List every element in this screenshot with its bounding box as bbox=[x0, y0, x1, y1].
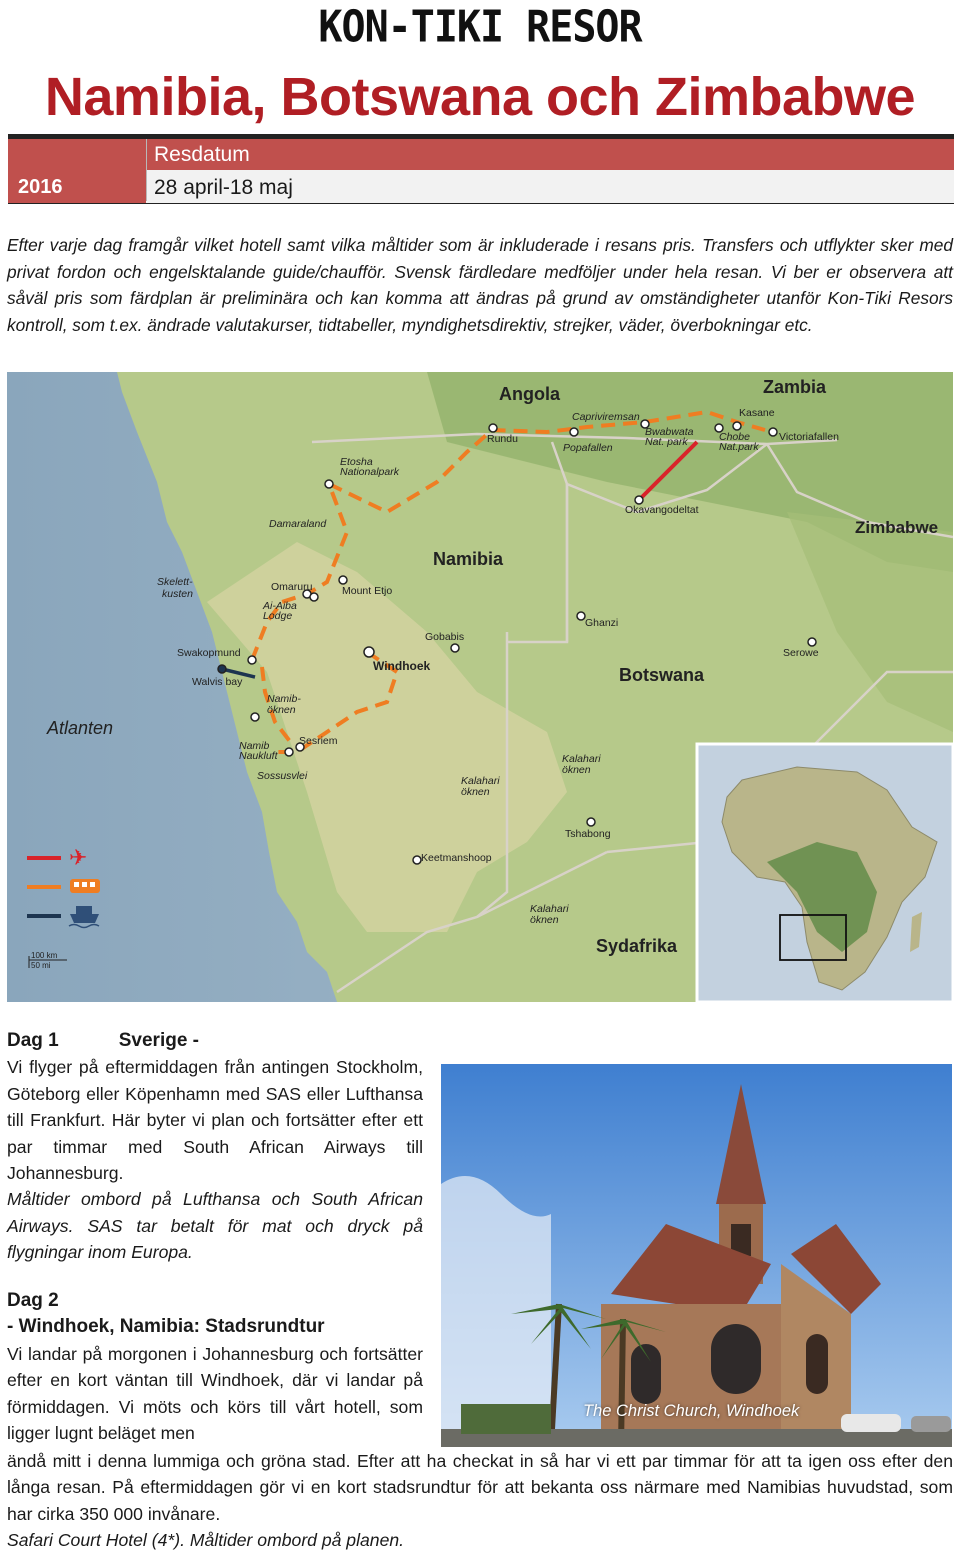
date-table bbox=[8, 134, 954, 204]
place-skelettkusten-2: kusten bbox=[162, 588, 193, 600]
label-botswana: Botswana bbox=[619, 665, 705, 685]
intro-paragraph: Efter varje dag framgår vilket hotell samt vilka måltider som är inkluderade i resans pris. Transfers och utflykter sker med privat fordon och engelsktalande guide/chaufför. Svensk färdledare medföljer under hela resan. Vi ber er observera att såväl pris som färdplan är preliminära och kan komma att ändras på grund av omständigheter utanför Kon-Tiki Resors kontroll, som t.ex. ändrade valutakurser, tidtabeller, myndighetsdirektiv, strejker, väder, överbokningar etc. bbox=[7, 235, 953, 335]
place-gobabis: Gobabis bbox=[425, 631, 465, 643]
label-zimbabwe: Zimbabwe bbox=[855, 518, 939, 537]
place-sesriem: Sesriem bbox=[299, 735, 338, 747]
place-kasane: Kasane bbox=[739, 407, 775, 419]
route-map bbox=[7, 372, 953, 1002]
place-etjo: Mount Etjo bbox=[342, 585, 393, 597]
label-sydafrika: Sydafrika bbox=[596, 936, 678, 956]
place-bwabwata-2: Nat. park bbox=[645, 436, 688, 448]
place-chobe: Chobe bbox=[719, 431, 750, 443]
bus-icon bbox=[70, 879, 100, 893]
place-naukluft-2: Naukluft bbox=[239, 750, 278, 762]
place-tshabong: Tshabong bbox=[565, 828, 611, 840]
date-table-divider bbox=[146, 139, 147, 201]
place-bwabwata: Bwabwata bbox=[645, 426, 694, 438]
place-keetmanshoop: Keetmanshoop bbox=[421, 852, 492, 864]
scale-km: 100 km bbox=[31, 951, 58, 960]
day2-number: Dag 2 bbox=[7, 1290, 59, 1311]
place-kalahari-2b: öknen bbox=[562, 764, 591, 776]
place-kalahari-3: Kalahari bbox=[530, 903, 569, 915]
date-label: Resdatum bbox=[154, 143, 250, 166]
place-kalahari-1b: öknen bbox=[461, 786, 490, 798]
place-kalahari-3b: öknen bbox=[530, 914, 559, 926]
place-walvis: Walvis bay bbox=[192, 676, 243, 688]
day1-text: Vi flyger på eftermiddagen från antingen Stockholm, Göteborg eller Köpenhamn med SAS eller Lufthansa till Frankfurt. Här byter vi plan och fortsätter efter ett par timmar med South African Airways till Johannesburg. bbox=[7, 1057, 423, 1184]
day2-block bbox=[7, 1288, 423, 1446]
scale-mi: 50 mi bbox=[31, 961, 51, 970]
day2-text-a: Vi landar på morgonen i Johannesburg och fortsätter efter en kort väntan till Windhoek, där vi landar på förmiddagen. Vi möts och körs till vårt hotell, som ligger lugnt beläget men bbox=[7, 1343, 423, 1444]
place-kalahari-1: Kalahari bbox=[461, 775, 500, 787]
day2-hotel: Safari Court Hotel (4*). Måltider ombord på planen. bbox=[7, 1530, 405, 1551]
label-atlanten: Atlanten bbox=[47, 718, 114, 738]
label-zambia: Zambia bbox=[763, 377, 827, 397]
airplane-icon: ✈ bbox=[69, 845, 88, 870]
place-namiboknen: Namib- bbox=[267, 693, 301, 705]
day2-place: - Windhoek, Namibia: Stadsrundtur bbox=[7, 1316, 325, 1338]
place-omaruru: Omaruru bbox=[271, 581, 313, 593]
place-sossusvlei: Sossusvlei bbox=[257, 770, 308, 782]
church-photo bbox=[441, 1064, 952, 1447]
place-caprivi: Capriviremsan bbox=[572, 411, 640, 423]
brand-logo: KON-TIKI RESOR bbox=[318, 1, 642, 53]
date-table-value-row bbox=[8, 170, 954, 203]
place-naukluft: Namib bbox=[239, 740, 270, 752]
place-swakopmund: Swakopmund bbox=[177, 647, 241, 659]
date-year: 2016 bbox=[18, 176, 63, 198]
day2-text-b: ändå mitt i denna lummiga och gröna stad. Efter att ha checkat in så har vi ett par timmar för att ta igen oss efter den långa resan. På eftermiddagen gör vi en kort stadsrundtur för att bekanta oss närmare med Namibias huvudstad, som har cirka 350 000 invånare. bbox=[7, 1451, 953, 1524]
day1-heading bbox=[7, 1028, 423, 1054]
place-damaraland: Damaraland bbox=[269, 518, 327, 530]
day1-block bbox=[7, 1028, 423, 1266]
day2-continuation bbox=[7, 1448, 953, 1554]
place-okavango: Okavangodeltat bbox=[625, 504, 699, 516]
place-kalahari-2: Kalahari bbox=[562, 753, 601, 765]
place-popafallen: Popafallen bbox=[563, 442, 613, 454]
place-etosha: Etosha bbox=[340, 456, 373, 468]
page-title: Namibia, Botswana och Zimbabwe bbox=[44, 67, 916, 127]
day1-meals: Måltider ombord på Lufthansa och South African Airways. SAS tar betalt för mat och dryck på flygningar inom Europa. bbox=[7, 1189, 423, 1263]
place-aiaiba: Ai-Aiba bbox=[263, 600, 297, 612]
label-namibia: Namibia bbox=[433, 549, 504, 569]
place-serowe: Serowe bbox=[783, 647, 819, 659]
date-table-header-row bbox=[8, 139, 954, 170]
label-angola: Angola bbox=[499, 384, 560, 404]
date-value: 28 april-18 maj bbox=[154, 176, 293, 199]
place-chobe-2: Nat.park bbox=[719, 441, 759, 453]
day1-number: Dag 1 bbox=[7, 1030, 59, 1051]
place-etosha-2: Nationalpark bbox=[340, 466, 399, 478]
photo-caption: The Christ Church, Windhoek bbox=[583, 1402, 800, 1420]
day1-place: Sverige - bbox=[118, 1030, 200, 1051]
africa-inset-map bbox=[697, 744, 953, 1002]
place-namiboknen-2: öknen bbox=[267, 704, 296, 716]
place-rundu: Rundu bbox=[487, 433, 518, 445]
place-ghanzi: Ghanzi bbox=[585, 617, 619, 629]
place-aiaiba-2: Lodge bbox=[263, 610, 293, 622]
place-victoria: Victoriafallen bbox=[779, 431, 839, 443]
place-windhoek: Windhoek bbox=[373, 659, 431, 673]
place-skelettkusten: Skelett- bbox=[157, 576, 193, 588]
